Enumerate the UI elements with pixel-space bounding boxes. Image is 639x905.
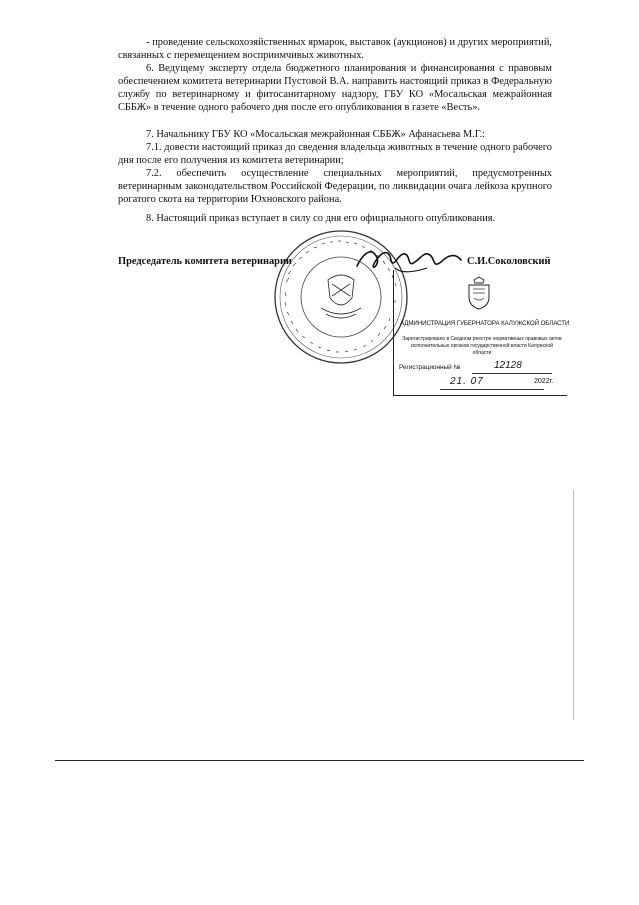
footer-divider (55, 760, 584, 761)
stamp-authority: АДМИНИСТРАЦИЯ ГУБЕРНАТОРА КАЛУЖСКОЙ ОБЛАСТИ (400, 320, 570, 327)
paragraph-item-7: 7. Начальнику ГБУ КО «Мосальская межрайонная СББЖ» Афанасьева М.Г.: (146, 129, 486, 140)
coat-of-arms-icon (466, 276, 492, 310)
paragraph-item-7-1: 7.1. довести настоящий приказ до сведения владельца животных в течение одного рабочего дня после его получения из комитета ветеринарии; (118, 142, 552, 166)
paragraph-item-6: 6. Ведущему эксперту отдела бюджетного планирования и финансирования с правовым обеспечением комитета ветеринарии Пустовой В.А. направить настоящий приказ в Федеральную службу по ветеринарному и фитосанитарному надзору, ГБУ КО «Мосальская межрайонная СББЖ» в течение одного рабочего дня после его опубликования в газете «Весть». (118, 63, 552, 113)
scan-edge-mark (573, 490, 574, 720)
stamp-year-prefix: 20 (534, 378, 542, 385)
stamp-year (534, 378, 553, 385)
stamp-reg-underline (472, 373, 552, 374)
stamp-year-suffix: 22г. (541, 378, 554, 385)
stamp-note: Зарегистрировано в Сводном реестре нормативных правовых актов исполнительных органов государственной власти Калужской области (402, 336, 562, 356)
paragraph-bullet-fairs: - проведение сельскохозяйственных ярмарок, выставок (аукционов) и других мероприятий, связанных с перемещением восприимчивых животных. (118, 37, 552, 61)
stamp-date-underline (440, 389, 544, 390)
stamp-reg-number: 12128 (494, 360, 522, 371)
paragraph-item-7-2: 7.2. обеспечить осуществление специальных мероприятий, предусмотренных ветеринарным законодательством Российской Федерации, по ликвидации очага лейкоза крупного рогатого скота на территории Юхновского района. (118, 168, 552, 205)
stamp-reg-label: Регистрационный № (399, 364, 461, 371)
signatory-name: С.И.Соколовский (467, 256, 551, 267)
registration-stamp (393, 270, 570, 396)
stamp-date: 21. 07 (450, 376, 484, 387)
signatory-title: Председатель комитета ветеринарии (118, 256, 292, 267)
paragraph-item-8: 8. Настоящий приказ вступает в силу со дня его официального опубликования. (146, 213, 496, 224)
